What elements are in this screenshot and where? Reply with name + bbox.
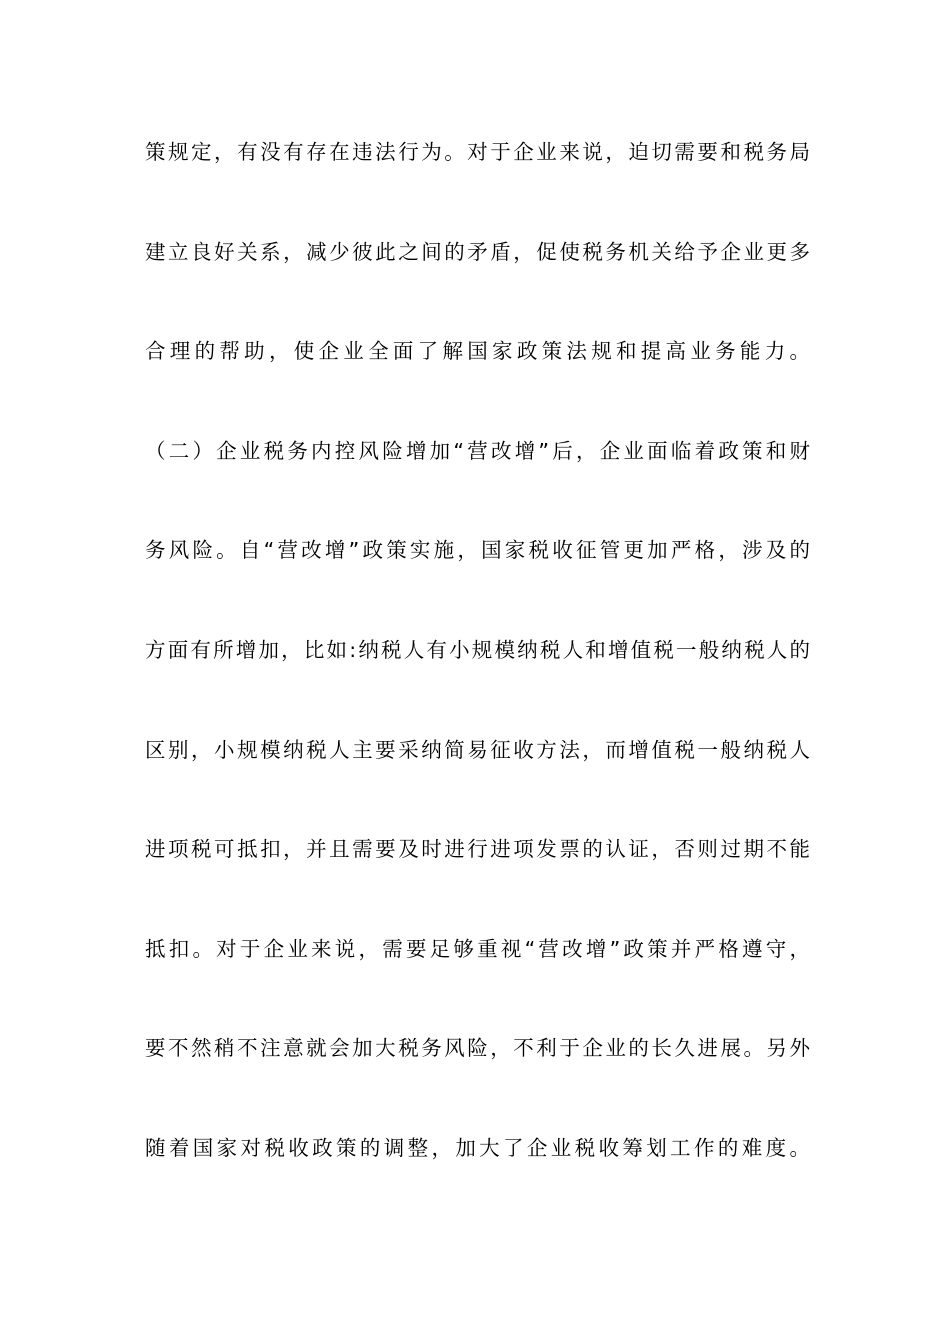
- text-line: 区别，小规模纳税人主要采纳简易征收方法，而增值税一般纳税人: [145, 737, 810, 762]
- text-line: 进项税可抵扣，并且需要及时进行进项发票的认证，否则过期不能: [145, 837, 810, 862]
- document-body: [145, 128, 810, 1224]
- text-line: 合理的帮助，使企业全面了解国家政策法规和提高业务能力。: [145, 339, 810, 364]
- text-line: 随着国家对税收政策的调整，加大了企业税收筹划工作的难度。: [145, 1135, 810, 1160]
- text-line: 方面有所增加，比如:纳税人有小规模纳税人和增值税一般纳税人的: [145, 637, 810, 662]
- text-line: 抵扣。对于企业来说，需要足够重视“营改增”政策并严格遵守，: [145, 936, 810, 961]
- text-line: 务风险。自“营改增”政策实施，国家税收征管更加严格，涉及的: [145, 538, 810, 563]
- text-line: （二）企业税务内控风险增加“营改增”后，企业面临着政策和财: [145, 438, 810, 463]
- text-line: 要不然稍不注意就会加大税务风险，不利于企业的长久进展。另外: [145, 1036, 810, 1061]
- text-line: 建立良好关系，减少彼此之间的矛盾，促使税务机关给予企业更多: [145, 239, 810, 264]
- text-line: 策规定，有没有存在违法行为。对于企业来说，迫切需要和税务局: [145, 140, 810, 164]
